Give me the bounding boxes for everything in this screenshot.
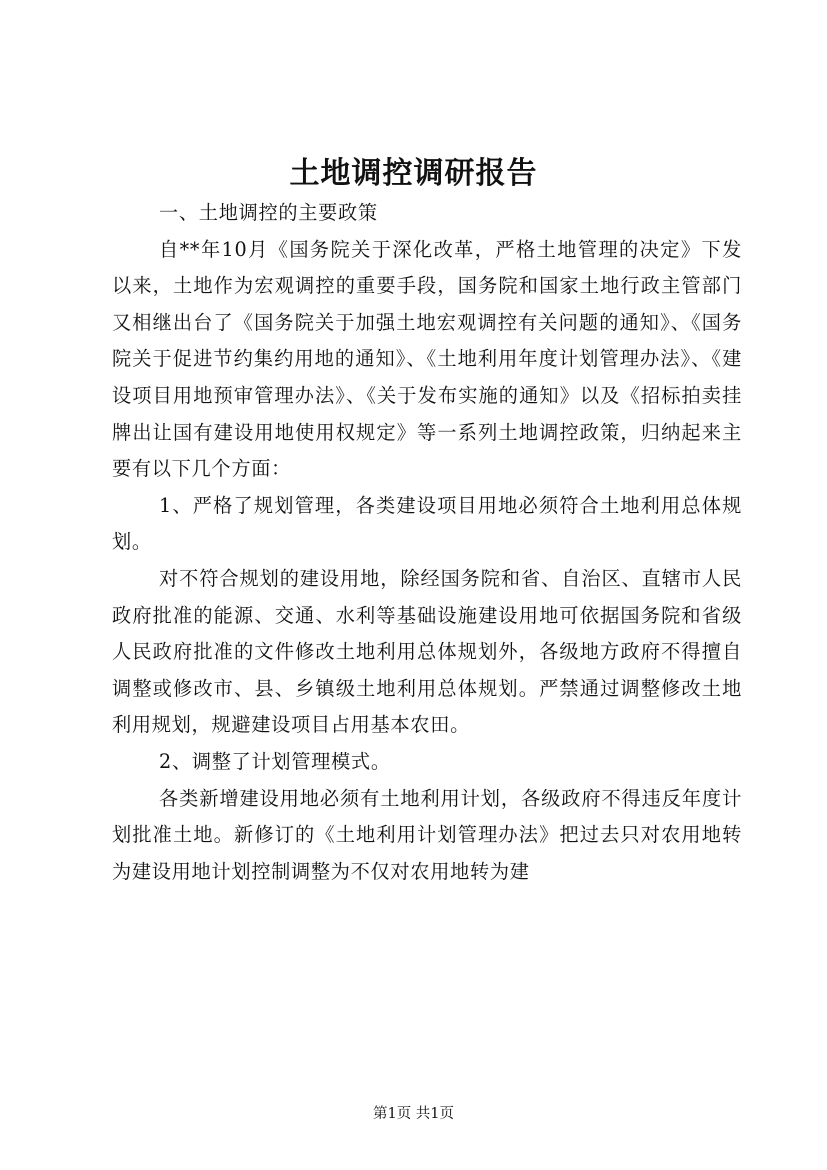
body-paragraph: 各类新增建设用地必须有土地利用计划，各级政府不得违反年度计划批准土地。新修订的《土地利用计划管理办法》把过去只对农用地转为建设用地计划控制调整为不仅对农用地转为建: [112, 786, 742, 883]
numbered-item: 2、调整了计划管理模式。: [159, 749, 391, 773]
page-footer: 第1页 共1页: [372, 1106, 455, 1122]
body-paragraph: 对不符合规划的建设用地，除经国务院和省、自治区、直辖市人民政府批准的能源、交通、水利等基础设施建设用地可依据国务院和省级人民政府批准的文件修改土地利用总体规划外，各级地方政府不得擅自调整或修改市、县、乡镇级土地利用总体规划。严禁通过调整修改土地利用规划，规避建设项目占用基本农田。: [112, 566, 742, 737]
body-paragraph: 自**年10月《国务院关于深化改革，严格土地管理的决定》下发以来，土地作为宏观调控的重要手段，国务院和国家土地行政主管部门又相继出台了《国务院关于加强土地宏观调控有关问题的通知》、《国务院关于促进节约集约用地的通知》、《土地利用年度计划管理办法》、《建设项目用地预审管理办法》、《关于发布实施的通知》以及《招标拍卖挂牌出让国有建设用地使用权规定》等一系列土地调控政策，归纳起来主要有以下几个方面：: [112, 237, 742, 481]
document-body: [112, 195, 742, 890]
page-title: 土地调控调研报告: [289, 156, 538, 191]
section-heading: 一、土地调控的主要政策: [159, 201, 378, 224]
numbered-item: 1、严格了规划管理，各类建设项目用地必须符合土地利用总体规划。: [112, 493, 742, 554]
